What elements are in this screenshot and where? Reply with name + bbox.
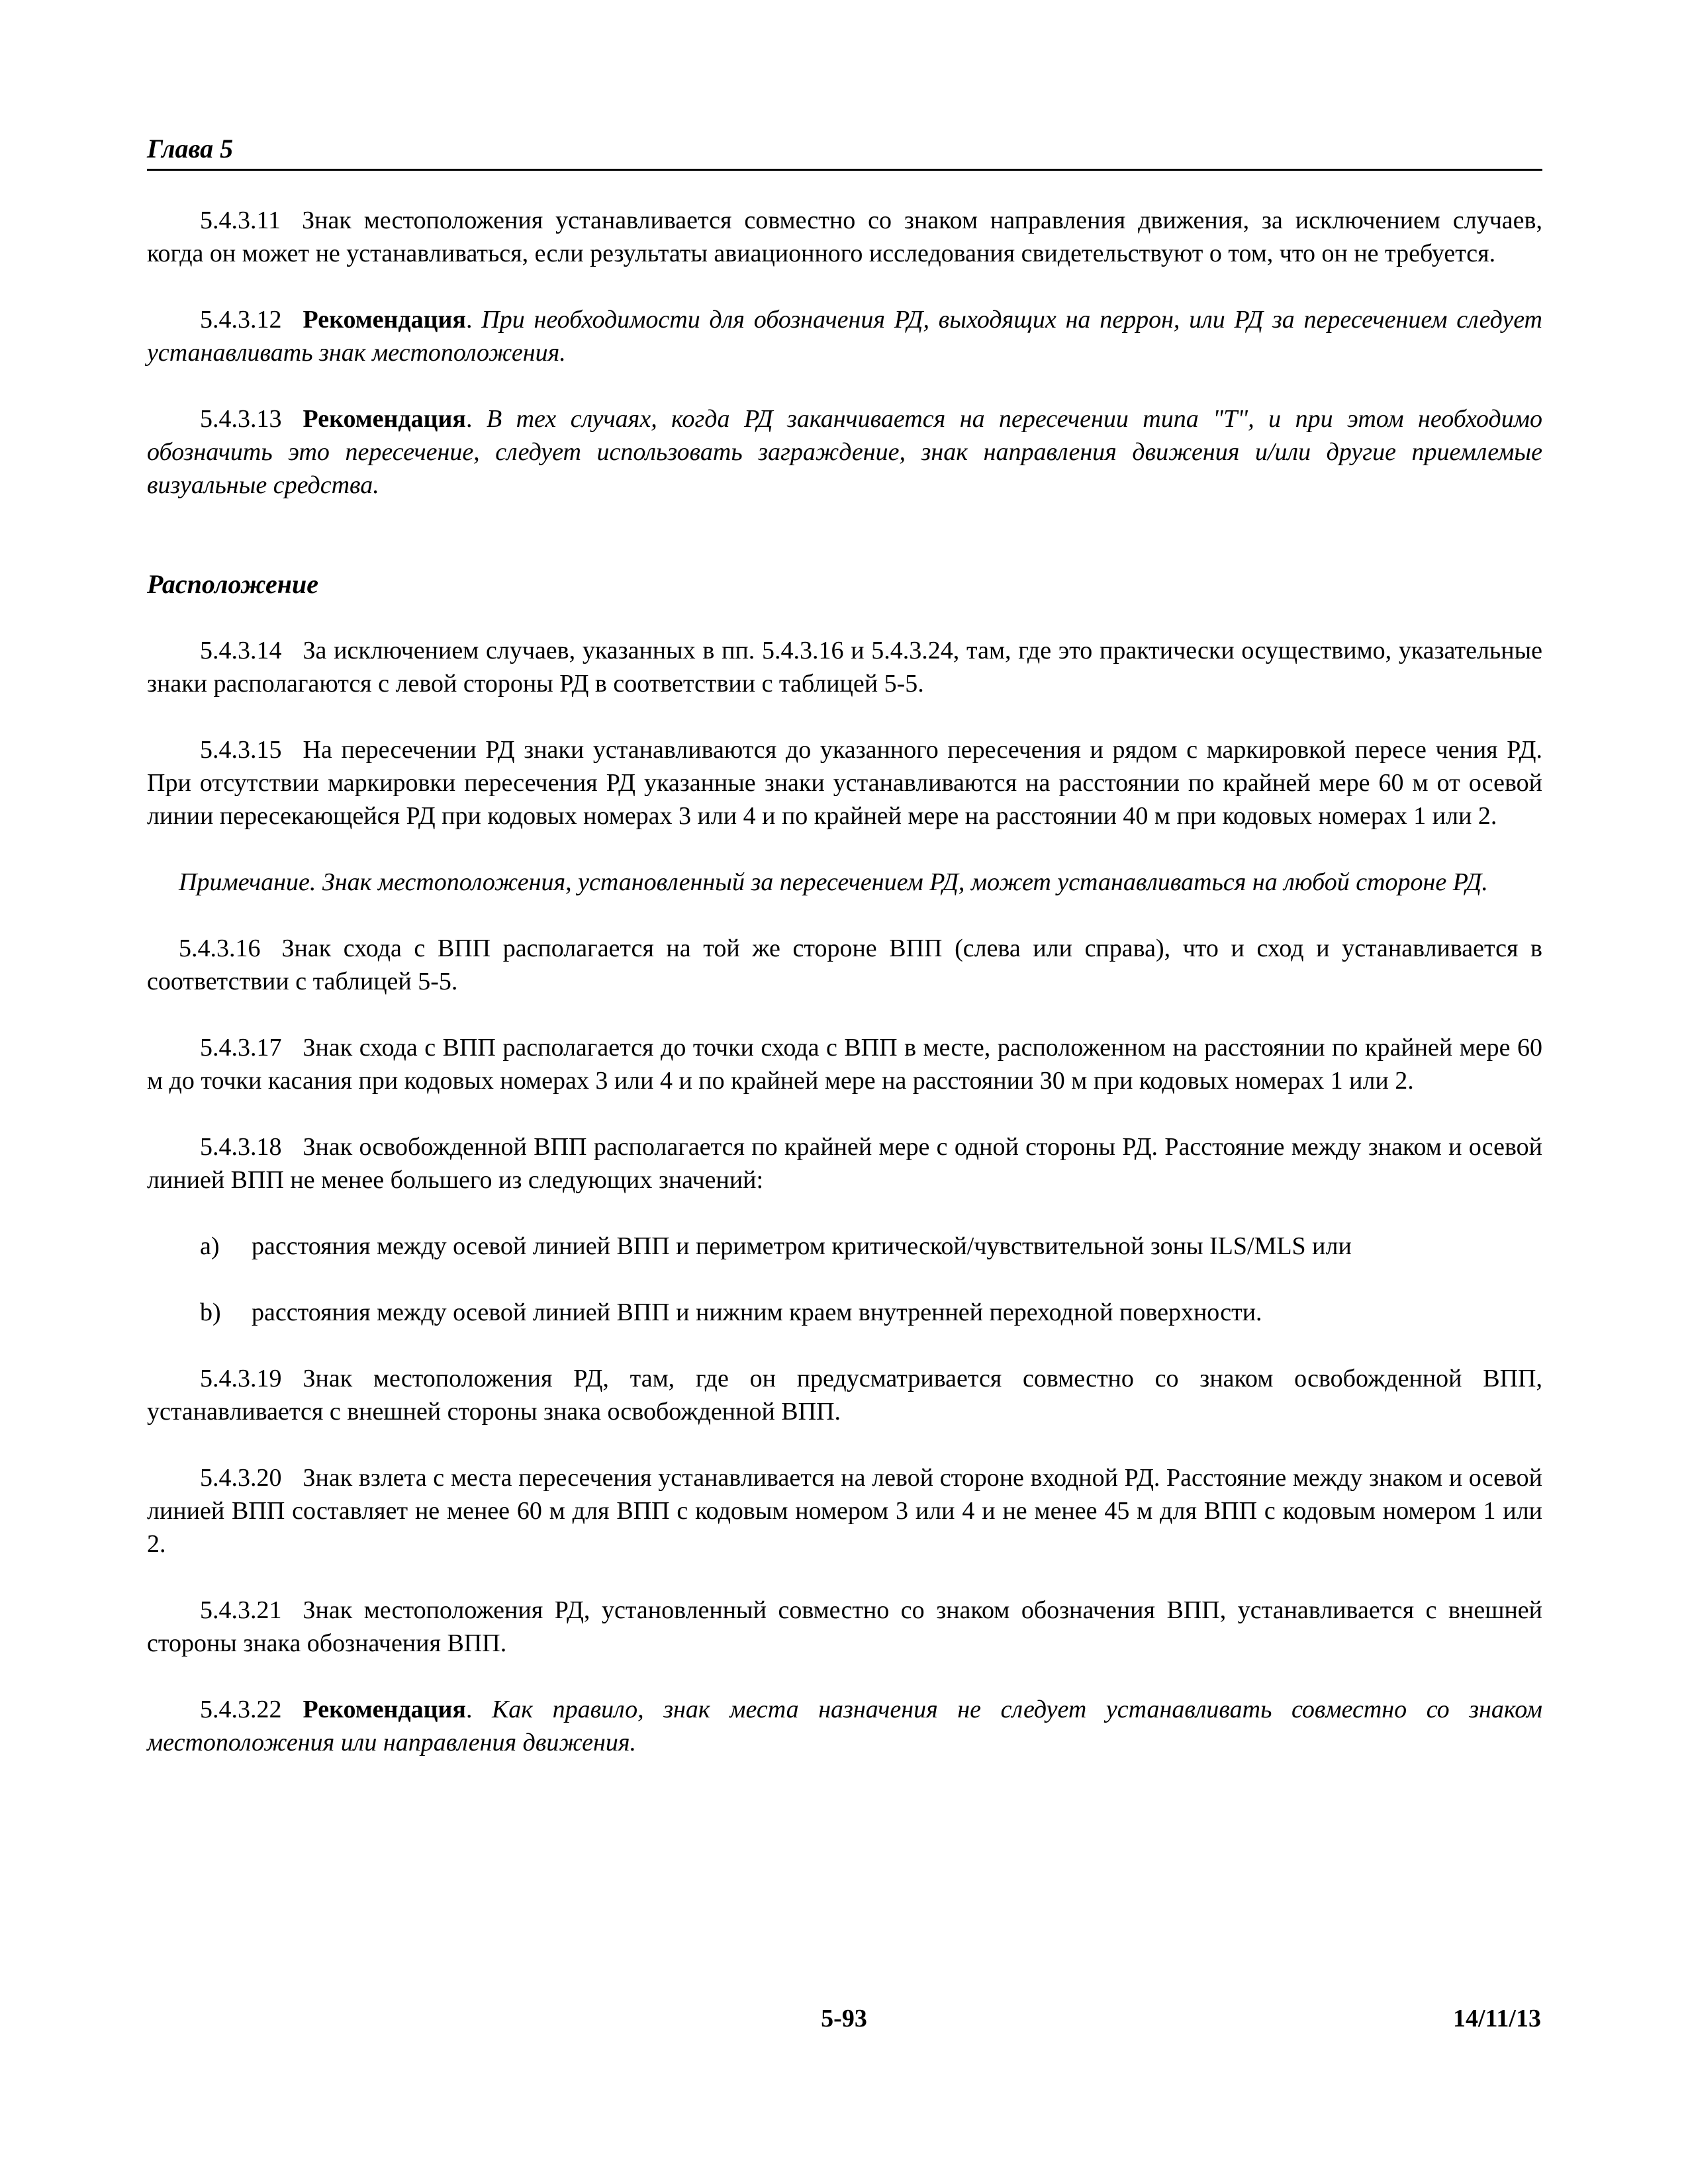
list-item — [200, 1230, 1542, 1263]
paragraph-number: 5.4.3.21 — [200, 1596, 282, 1624]
paragraph-text: На пересечении РД знаки устанавливаются до указанного пересечения и рядом с маркировкой пересе чения РД. При отсутствии маркировки пересечения РД указанные знаки устанавливаются на расстоянии по крайней мере 60 м от осевой линии пересекающейся РД при кодовых номерах 3 или 4 и по крайней мере на расстоянии 40 м при кодовых номерах 1 или 2. — [147, 736, 1542, 830]
list-text: расстояния между осевой линией ВПП и периметром критической/чувствительной зоны ILS/MLS или — [252, 1232, 1352, 1260]
page-body — [147, 204, 1542, 1792]
edition-date: 14/11/13 — [1452, 2005, 1541, 2032]
separator: . — [465, 306, 482, 334]
paragraph-number: 5.4.3.20 — [200, 1464, 282, 1492]
paragraph-text: Знак схода с ВПП располагается на той же стороне ВПП (слева или справа), что и сход и устанавливается в соответствии с таблицей 5-5. — [147, 934, 1542, 995]
separator: . — [465, 1696, 492, 1723]
paragraph-text: В тех случаях, когда РД заканчивается на пересечении типа "T", и при этом необходимо обозначить это пересечение, следует использовать заграждение, знак направления движения и/или другие приемлемые визуальные средства. — [147, 405, 1543, 499]
page-header — [147, 132, 1542, 171]
paragraph-number: 5.4.3.19 — [200, 1365, 282, 1392]
separator: . — [465, 405, 487, 433]
paragraph-number: 5.4.3.13 — [200, 405, 282, 433]
paragraph-5-4-3-20 — [147, 1461, 1542, 1561]
paragraph-text: Знак местоположения устанавливается совместно со знаком направления движения, за исключением случаев, когда он может не устанавливаться, если результаты авиационного исследования свидетельствуют о том, что он не требуется. — [147, 206, 1542, 267]
paragraph-number: 5.4.3.14 — [200, 637, 282, 664]
paragraph-number: 5.4.3.12 — [200, 306, 282, 334]
chapter-title: Глава 5 — [147, 134, 234, 163]
section-heading: Расположение — [147, 569, 318, 599]
recommendation-label: Рекомендация — [303, 1696, 466, 1723]
paragraph-5-4-3-13 — [147, 402, 1542, 502]
paragraph-text: Знак местоположения РД, там, где он предусматривается совместно со знаком освобожденной ВПП, устанавливается с внешней стороны знака освобожденной ВПП. — [147, 1365, 1542, 1426]
paragraph-5-4-3-14 — [147, 634, 1542, 700]
paragraph-5-4-3-19 — [147, 1362, 1542, 1428]
paragraph-5-4-3-11 — [147, 204, 1542, 270]
list-text: расстояния между осевой линией ВПП и нижним краем внутренней переходной поверхности. — [252, 1298, 1262, 1326]
paragraph-5-4-3-18 — [147, 1130, 1542, 1197]
paragraph-text: Как правило, знак места назначения не следует устанавливать совместно со знаком местоположения или направления движения. — [147, 1696, 1543, 1756]
list-item — [200, 1296, 1542, 1329]
paragraph-5-4-3-16 — [147, 932, 1542, 998]
paragraph-5-4-3-15 — [147, 733, 1542, 833]
paragraph-text: Знак взлета с места пересечения устанавливается на левой стороне входной РД. Расстояние между знаком и осевой линией ВПП составляет не менее 60 м для ВПП с кодовым номером 3 или 4 и не менее 45 м для ВПП с кодовым номером 1 или 2. — [147, 1464, 1542, 1558]
paragraph-text: Знак схода с ВПП располагается до точки схода с ВПП в месте, расположенном на расстоянии по крайней мере 60 м до точки касания при кодовых номерах 3 или 4 и по крайней мере на расстоянии 30 м при кодовых номерах 1 или 2. — [147, 1034, 1542, 1095]
paragraph-text: За исключением случаев, указанных в пп. 5.4.3.16 и 5.4.3.24, там, где это практически осуществимо, указательные знаки располагаются с левой стороны РД в соответствии с таблицей 5-5. — [147, 637, 1542, 698]
page-number: 5-93 — [821, 2005, 867, 2032]
recommendation-label: Рекомендация — [303, 405, 466, 433]
paragraph-text: При необходимости для обозначения РД, выходящих на перрон, или РД за пересечением следует устанавливать знак местоположения. — [147, 306, 1542, 367]
paragraph-5-4-3-22 — [147, 1693, 1542, 1759]
paragraph-5-4-3-17 — [147, 1031, 1542, 1097]
list-marker: a) — [200, 1232, 220, 1260]
paragraph-number: 5.4.3.22 — [200, 1696, 282, 1723]
paragraph-number: 5.4.3.11 — [200, 206, 281, 234]
paragraph-number: 5.4.3.17 — [200, 1034, 282, 1062]
paragraph-text: Знак освобожденной ВПП располагается по крайней мере с одной стороны РД. Расстояние между знаком и осевой линией ВПП не менее большего из следующих значений: — [147, 1133, 1542, 1194]
paragraph-number: 5.4.3.18 — [200, 1133, 282, 1161]
paragraph-number: 5.4.3.16 — [179, 934, 261, 962]
paragraph-5-4-3-12 — [147, 303, 1542, 369]
paragraph-number: 5.4.3.15 — [200, 736, 282, 764]
paragraph-5-4-3-21 — [147, 1594, 1542, 1660]
recommendation-label: Рекомендация — [303, 306, 466, 334]
list-marker: b) — [200, 1298, 221, 1326]
note: Примечание. Знак местоположения, установленный за пересечением РД, может устанавливаться на любой стороне РД. — [179, 868, 1488, 896]
paragraph-text: Знак местоположения РД, установленный совместно со знаком обозначения ВПП, устанавливается с внешней стороны знака обозначения ВПП. — [147, 1596, 1542, 1657]
